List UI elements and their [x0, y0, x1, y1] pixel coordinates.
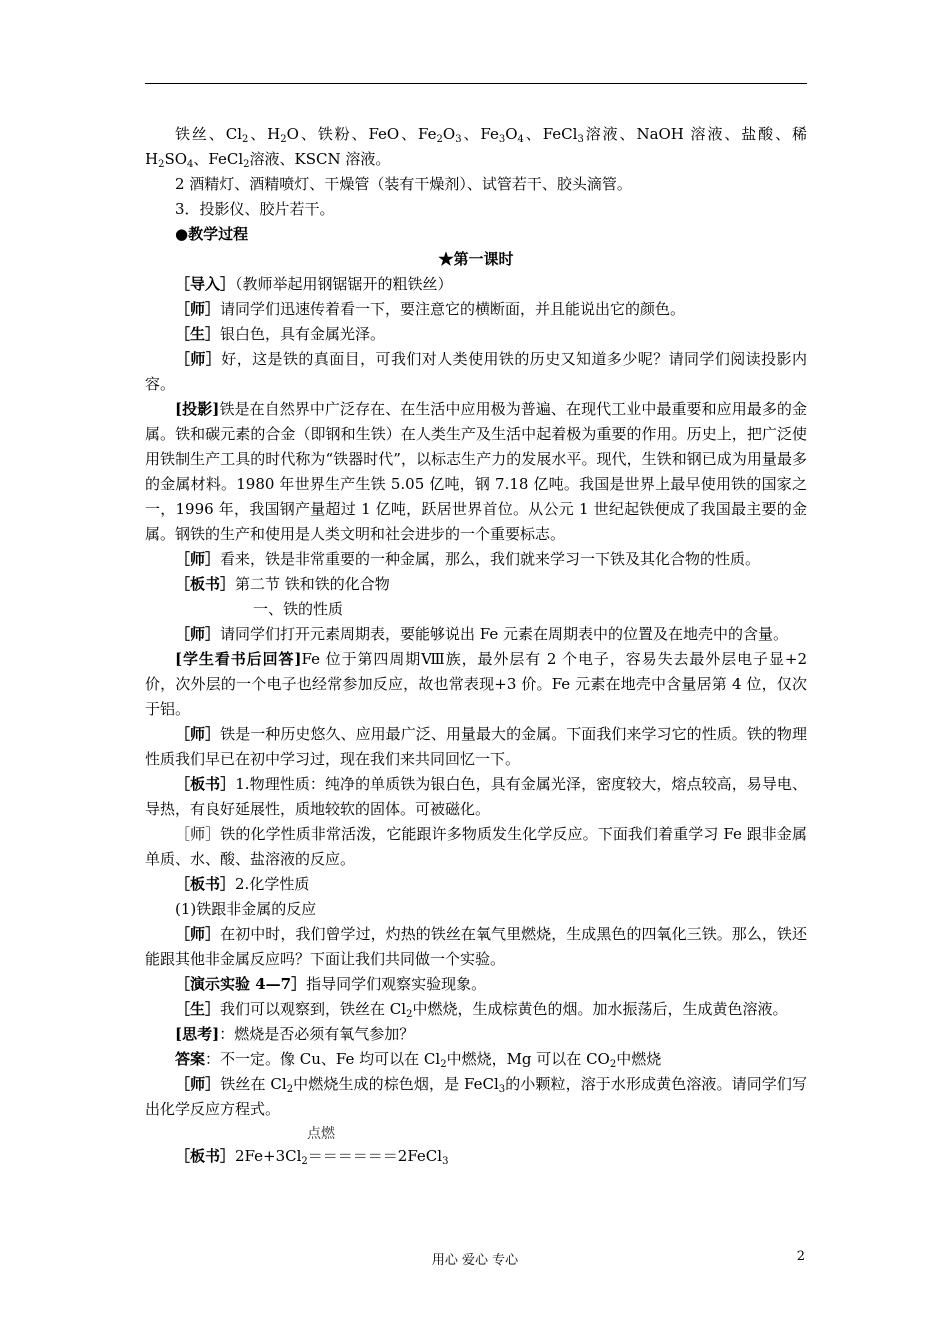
page-number: 2 [796, 1249, 805, 1264]
paragraph-teacher-7: ［师］在初中时，我们曾学过，灼热的铁丝在氧气里燃烧，生成黑色的四氧化三铁。那么，铁还能跟其他非金属反应吗？下面让我们共同做一个实验。 [145, 925, 807, 968]
paragraph-board-2: ［板书］1.物理性质：纯净的单质铁为银白色，具有金属光泽，密度较大，熔点较高，易导电、导热，有良好延展性，质地较软的固体。可被磁化。 [145, 775, 807, 818]
materials-item3: 3．投影仪、胶片若干。 [175, 200, 335, 218]
reaction-condition: 点燃 [307, 1126, 335, 1142]
paragraph-student-1: ［生］银白色，具有金属光泽。 [175, 325, 386, 343]
paragraph-student-answer: [学生看书后回答]Fe 位于第四周期Ⅷ族，最外层有 2 个电子，容易失去最外层电子显+2 价，次外层的一个电子也经常参加反应，故也常表现+3 价。Fe 元素在地壳中含量居第 4 位，仅次于铝。 [145, 650, 807, 718]
paragraph-think: [思考]：燃烧是否必须有氧气参加？ [175, 1025, 415, 1043]
paragraph-student-2: ［生］我们可以观察到，铁丝在 $Cl_2$中燃烧，生成棕黄色的烟。加水振荡后，生成黄色溶液。 [175, 1000, 788, 1020]
chemical-equation [145, 1122, 807, 1172]
paragraph-teacher-4: ［师］请同学们打开元素周期表，要能够说出 Fe 元素在周期表中的位置及在地壳中的含量。 [175, 625, 789, 643]
materials-line1: 铁丝、$Cl_2$、$H_2O$、铁粉、FeO、$Fe_2O_3$、$Fe_3O_4$、FeCl$_3$溶液、NaOH 溶液、盐酸、稀 $H_2SO_4$、FeCl$_2$溶液、KSCN 溶液。 [145, 125, 807, 170]
paragraph-board-1: ［板书］第二节 铁和铁的化合物 [175, 575, 390, 593]
paragraph-teacher-3: ［师］看来，铁是非常重要的一种金属，那么，我们就来学习一下铁及其化合物的性质。 [175, 550, 761, 568]
paragraph-reaction-heading: (1)铁跟非金属的反应 [175, 900, 317, 918]
lesson-title: ★第一课时 [438, 250, 514, 268]
paragraph-projection: [投影]铁是在自然界中广泛存在、在生活中应用极为普遍、在现代工业中最重要和应用最多的金属。铁和碳元素的合金（即钢和生铁）在人类生产及生活中起着极为重要的作用。历史上，把广泛使用铁制生产工具的时代称为“铁器时代”，以标志生产力的发展水平。现代，生铁和钢已成为用量最多的金属材料。1980 年世界生产生铁 5.05 亿吨，钢 7.18 亿吨。我国是世界上最早使用铁的国家之一，1996 年，我国钢产量超过 1 亿吨，跃居世界首位。从公元 1 世纪起铁便成了我国最主要的金属。钢铁的生产和使用是人类文明和社会进步的一个重要标志。 [145, 400, 807, 543]
paragraph-teacher-6: ［师］铁的化学性质非常活泼，它能跟许多物质发生化学反应。下面我们着重学习 Fe 跟非金属单质、水、酸、盐溶液的反应。 [145, 825, 807, 868]
paragraph-teacher-5: ［师］铁是一种历史悠久、应用最广泛、用量最大的金属。下面我们来学习它的性质。铁的物理性质我们早已在初中学习过，现在我们来共同回忆一下。 [145, 725, 807, 768]
document-body [145, 122, 807, 1172]
subsection-heading: 一、铁的性质 [253, 600, 344, 618]
page-footer: 用心 爱心 专心 [431, 1253, 519, 1268]
materials-item2: 2 酒精灯、酒精喷灯、干燥管（装有干燥剂）、试管若干、胶头滴管。 [175, 175, 632, 193]
equation-line: ［板书$]2Fe+3Cl_2======2FeCl_3$ [175, 1147, 449, 1167]
paragraph-teacher-1: ［师］请同学们迅速传着看一下，要注意它的横断面，并且能说出它的颜色。 [175, 300, 686, 318]
header-rule [145, 83, 807, 84]
paragraph-intro: ［导入］（教师举起用钢锯锯开的粗铁丝） [175, 275, 453, 293]
paragraph-answer: 答案：不一定。像 Cu、Fe 均可以在 $Cl_2$中燃烧，Mg 可以在 $CO_2$中燃烧 [175, 1050, 662, 1070]
paragraph-demo: ［演示实验 4—7］指导同学们观察实验现象。 [175, 975, 487, 993]
section-heading: ●教学过程 [175, 225, 249, 243]
paragraph-teacher-2: ［师］好，这是铁的真面目，可我们对人类使用铁的历史又知道多少呢？请同学们阅读投影内容。 [145, 350, 807, 393]
paragraph-board-3: ［板书］2.化学性质 [175, 875, 310, 893]
paragraph-teacher-8: ［师］铁丝在 $Cl_2$中燃烧生成的棕色烟，是 FeCl$_3$的小颗粒，溶于水形成黄色溶液。请同学们写出化学反应方程式。 [145, 1075, 807, 1118]
